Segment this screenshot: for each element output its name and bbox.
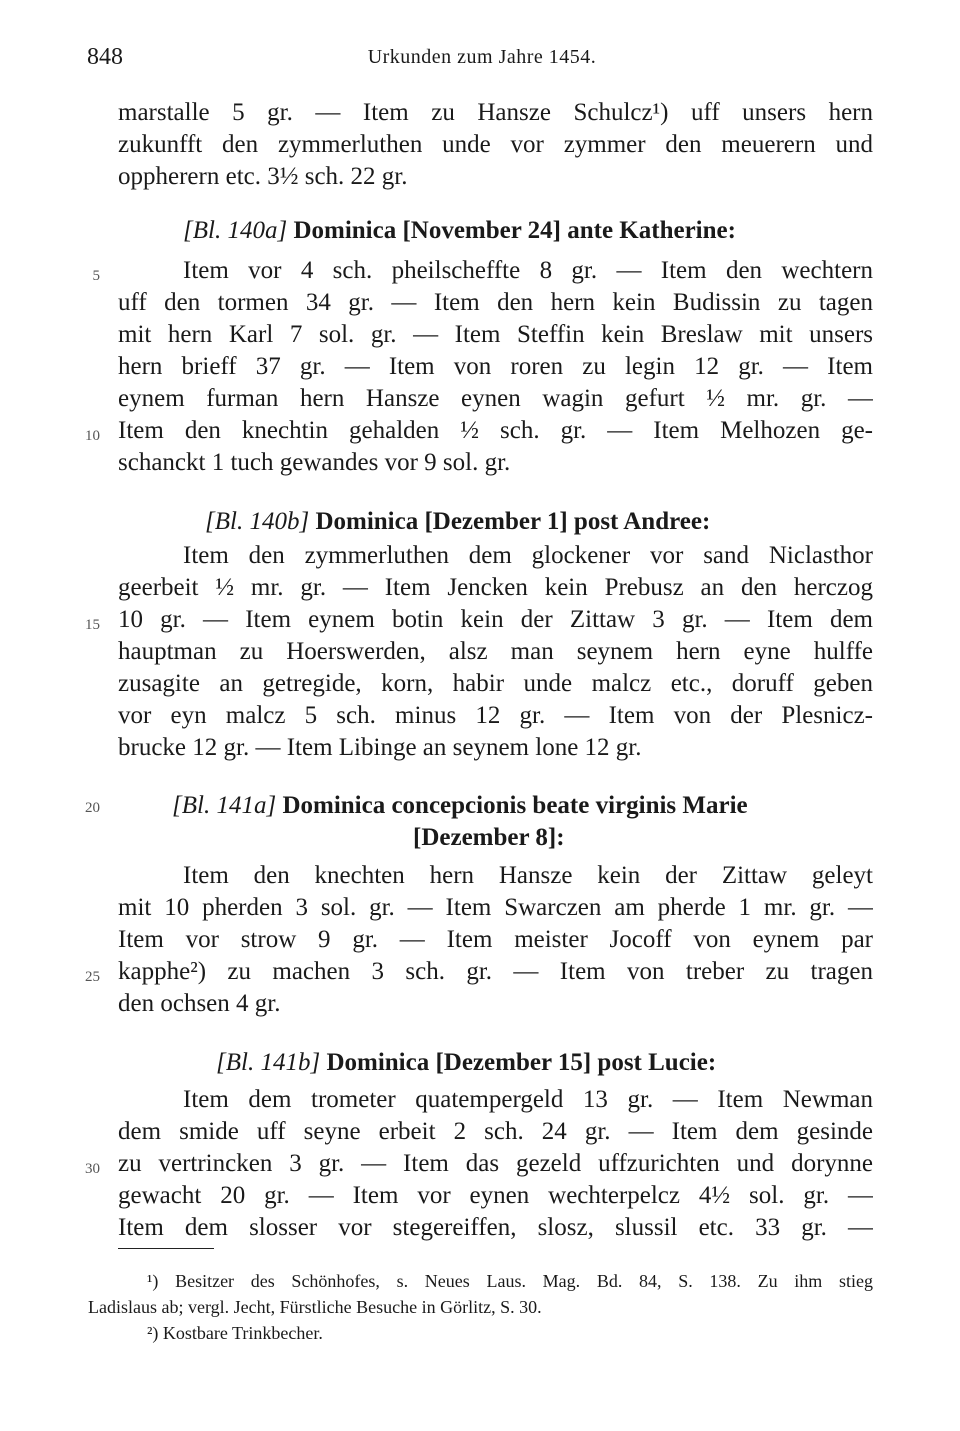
page-header (87, 44, 877, 84)
text-line: marstalle 5 gr. — Item zu Hansze Schulcz¹) uff unsers hern (118, 99, 873, 126)
text-line: geerbeit ½ mr. gr. — Item Jencken kein Prebusz an den herczog (118, 574, 873, 601)
folio-reference: [Bl. 140a] (183, 217, 288, 244)
footnote-line: ²) Kostbare Trinkbecher. (147, 1323, 323, 1343)
text-line: hauptman zu Hoerswerden, alsz man seynem hern eyne hulffe (118, 638, 873, 665)
footnote-line: Ladislaus ab; vergl. Jecht, Fürstliche Besuche in Görlitz, S. 30. (88, 1297, 542, 1317)
section-heading (172, 790, 873, 822)
heading-text: Dominica [Dezember 1] post Andree: (315, 508, 711, 535)
text-line: brucke 12 gr. — Item Libinge an seynem lone 12 gr. (118, 734, 642, 761)
line-number: 20 (85, 800, 100, 816)
text-line: zu vertrincken 3 gr. — Item das gezeld uffzurichten und dorynne (118, 1150, 873, 1177)
text-line: den ochsen 4 gr. (118, 990, 281, 1017)
folio-reference: [Bl. 141b] (216, 1049, 321, 1076)
text-line: schanckt 1 tuch gewandes vor 9 sol. gr. (118, 449, 511, 476)
text-line: hern brieff 37 gr. — Item von roren zu legin 12 gr. — Item (118, 353, 873, 380)
line-number: 30 (85, 1161, 100, 1177)
text-line: zusagite an getregide, korn, habir unde malcz etc., doruff geben (118, 670, 873, 697)
heading-text: Dominica [November 24] ante Katherine: (293, 217, 736, 244)
text-line: oppherern etc. 3½ sch. 22 gr. (118, 163, 408, 190)
text-line: uff den tormen 34 gr. — Item den hern kein Budissin zu tagen (118, 289, 873, 316)
line-number: 15 (85, 617, 100, 633)
section-heading (216, 1047, 873, 1079)
folio-reference: [Bl. 140b] (205, 508, 310, 535)
text-line: Item den knechten hern Hansze kein der Zittaw geleyt (183, 862, 873, 889)
text-line: Item dem slosser vor stegereiffen, slosz, slussil etc. 33 gr. — (118, 1214, 873, 1241)
footnote-line: ¹) Besitzer des Schönhofes, s. Neues Laus. Mag. Bd. 84, S. 138. Zu ihm stieg (147, 1271, 873, 1291)
text-line: mit hern Karl 7 sol. gr. — Item Steffin kein Breslaw mit unsers (118, 321, 873, 348)
text-line: vor eyn malcz 5 sch. minus 12 gr. — Item von der Plesnicz- (118, 702, 873, 729)
section-heading-continued: [Dezember 8]: (413, 824, 565, 851)
text-line: kapphe²) zu machen 3 sch. gr. — Item von treber zu tragen (118, 958, 873, 985)
heading-text: Dominica concepcionis beate virginis Marie (282, 792, 748, 819)
page-number: 848 (87, 44, 123, 70)
text-line: gewacht 20 gr. — Item vor eynen wechterpelcz 4½ sol. gr. — (118, 1182, 873, 1209)
text-line: Item den knechtin gehalden ½ sch. gr. — Item Melhozen ge- (118, 417, 873, 444)
text-line: zukunfft den zymmerluthen unde vor zymmer den meuerern und (118, 131, 873, 158)
text-line: mit 10 pherden 3 sol. gr. — Item Swarczen am pherde 1 mr. gr. — (118, 894, 873, 921)
section-heading (205, 506, 873, 538)
line-number: 5 (92, 268, 100, 284)
line-number: 25 (85, 969, 100, 985)
line-number: 10 (85, 428, 100, 444)
heading-text: Dominica [Dezember 15] post Lucie: (326, 1049, 717, 1076)
footnote-rule (118, 1248, 214, 1249)
text-line: Item dem trometer quatempergeld 13 gr. — Item Newman (183, 1086, 873, 1113)
text-line: 10 gr. — Item eynem botin kein der Zittaw 3 gr. — Item dem (118, 606, 873, 633)
text-line: Item vor 4 sch. pheilscheffte 8 gr. — Item den wechtern (183, 257, 873, 284)
text-line: eynem furman hern Hansze eynen wagin gefurt ½ mr. gr. — (118, 385, 873, 412)
text-line: Item den zymmerluthen dem glockener vor sand Niclasthor (183, 542, 873, 569)
text-line: dem smide uff seyne erbeit 2 sch. 24 gr. — Item dem gesinde (118, 1118, 873, 1145)
folio-reference: [Bl. 141a] (172, 792, 277, 819)
running-title: Urkunden zum Jahre 1454. (367, 46, 597, 68)
text-line: Item vor strow 9 gr. — Item meister Jocoff von eynem par (118, 926, 873, 953)
section-heading (183, 215, 873, 247)
